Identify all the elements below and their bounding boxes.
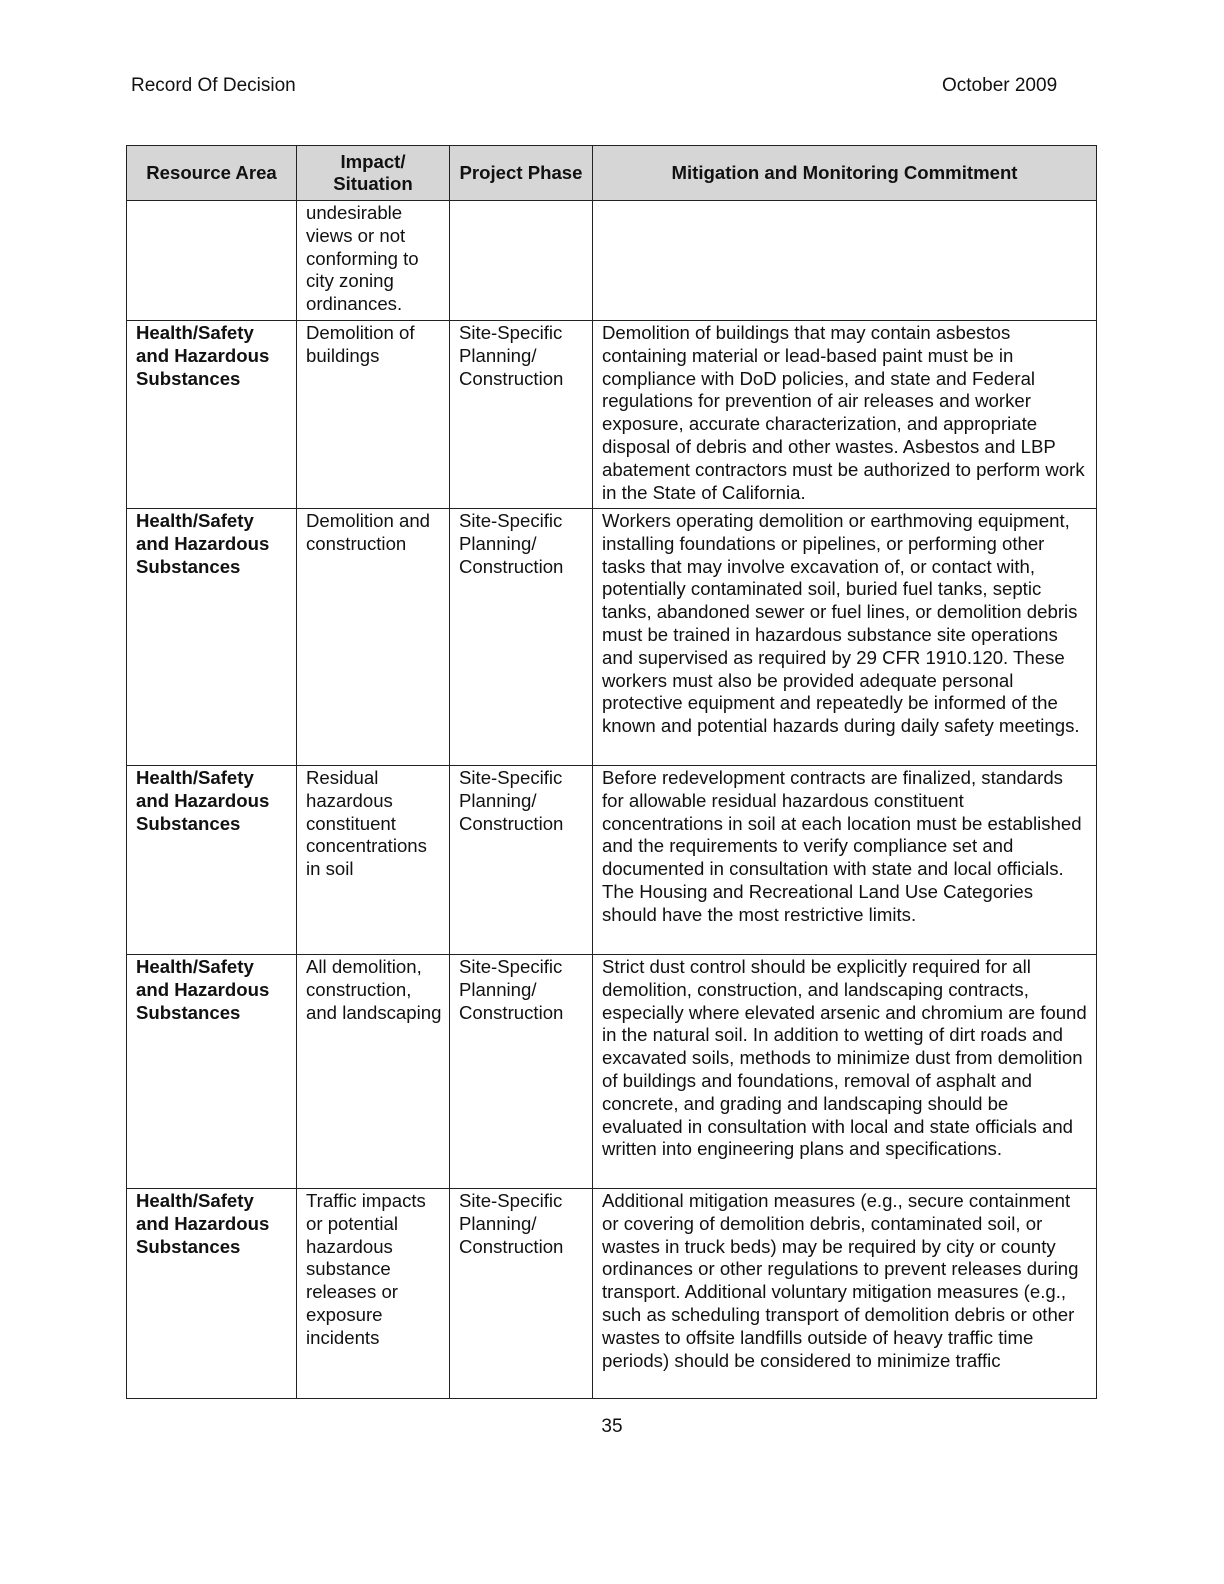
document-date: October 2009 bbox=[942, 75, 1058, 96]
phase-cell: Site-Specific Planning/ Construction bbox=[450, 321, 593, 509]
commitment-cell: Before redevelopment contracts are finalized, standards for allowable residual hazardous constituent concentrations in soil at each location must be established and the requirements to verify compliance set and documented in consultation with state and local officials. The Housing and Recreational Land Use Categories should have the most restrictive limits. bbox=[593, 766, 1097, 955]
resource-area-cell: Health/Safety and Hazardous Substances bbox=[127, 509, 297, 766]
impact-cell: Demolition of buildings bbox=[297, 321, 450, 509]
commitment-cell: Demolition of buildings that may contain asbestos containing material or lead-based paint must be in compliance with DoD policies, and state and Federal regulations for prevention of air releases and worker exposure, accurate characterization, and appropriate disposal of debris and other wastes. Asbestos and LBP abatement contractors must be authorized to perform work in the State of California. bbox=[593, 321, 1097, 509]
table-header-row bbox=[127, 146, 1097, 201]
table-row bbox=[127, 509, 1097, 766]
impact-cell: Demolition and construction bbox=[297, 509, 450, 766]
column-header-resource-area: Resource Area bbox=[127, 146, 297, 201]
mitigation-table bbox=[126, 145, 1097, 1399]
commitment-cell: Additional mitigation measures (e.g., secure containment or covering of demolition debris, contaminated soil, or wastes in truck beds) may be required by city or county ordinances or other regulations to prevent releases during transport. Additional voluntary mitigation measures (e.g., such as scheduling transport of demolition debris or other wastes to offsite landfills outside of heavy traffic time periods) should be considered to minimize traffic bbox=[593, 1189, 1097, 1399]
resource-area-cell bbox=[127, 201, 297, 321]
document-title: Record Of Decision bbox=[131, 75, 296, 96]
table-row bbox=[127, 766, 1097, 955]
phase-cell: Site-Specific Planning/ Construction bbox=[450, 509, 593, 766]
page-number: 35 bbox=[601, 1416, 623, 1437]
resource-area-cell: Health/Safety and Hazardous Substances bbox=[127, 1189, 297, 1399]
resource-area-cell: Health/Safety and Hazardous Substances bbox=[127, 321, 297, 509]
impact-cell: undesirable views or not conforming to city zoning ordinances. bbox=[297, 201, 450, 321]
impact-cell: Traffic impacts or potential hazardous substance releases or exposure incidents bbox=[297, 1189, 450, 1399]
phase-cell: Site-Specific Planning/ Construction bbox=[450, 955, 593, 1189]
table-row bbox=[127, 955, 1097, 1189]
column-header-mitigation-commitment: Mitigation and Monitoring Commitment bbox=[593, 146, 1097, 201]
commitment-cell: Workers operating demolition or earthmoving equipment, installing foundations or pipelines, or performing other tasks that may involve excavation of, or contact with, potentially contaminated soil, buried fuel tanks, septic tanks, abandoned sewer or fuel lines, or demolition debris must be trained in hazardous substance site operations and supervised as required by 29 CFR 1910.120. These workers must also be provided adequate personal protective equipment and repeatedly be informed of the known and potential hazards during daily safety meetings. bbox=[593, 509, 1097, 766]
table-row bbox=[127, 1189, 1097, 1399]
commitment-cell bbox=[593, 201, 1097, 321]
resource-area-cell: Health/Safety and Hazardous Substances bbox=[127, 766, 297, 955]
resource-area-cell: Health/Safety and Hazardous Substances bbox=[127, 955, 297, 1189]
impact-cell: Residual hazardous constituent concentrations in soil bbox=[297, 766, 450, 955]
commitment-cell: Strict dust control should be explicitly required for all demolition, construction, and landscaping contracts, especially where elevated arsenic and chromium are found in the natural soil. In addition to wetting of dirt roads and excavated soils, methods to minimize dust from demolition of buildings and foundations, removal of asphalt and concrete, and grading and landscaping should be evaluated in consultation with local and state officials and written into engineering plans and specifications. bbox=[593, 955, 1097, 1189]
column-header-project-phase: Project Phase bbox=[450, 146, 593, 201]
phase-cell: Site-Specific Planning/ Construction bbox=[450, 766, 593, 955]
table-row bbox=[127, 321, 1097, 509]
table-row bbox=[127, 201, 1097, 321]
phase-cell: Site-Specific Planning/ Construction bbox=[450, 1189, 593, 1399]
column-header-impact-situation: Impact/ Situation bbox=[297, 146, 450, 201]
impact-cell: All demolition, construction, and landscaping bbox=[297, 955, 450, 1189]
phase-cell bbox=[450, 201, 593, 321]
